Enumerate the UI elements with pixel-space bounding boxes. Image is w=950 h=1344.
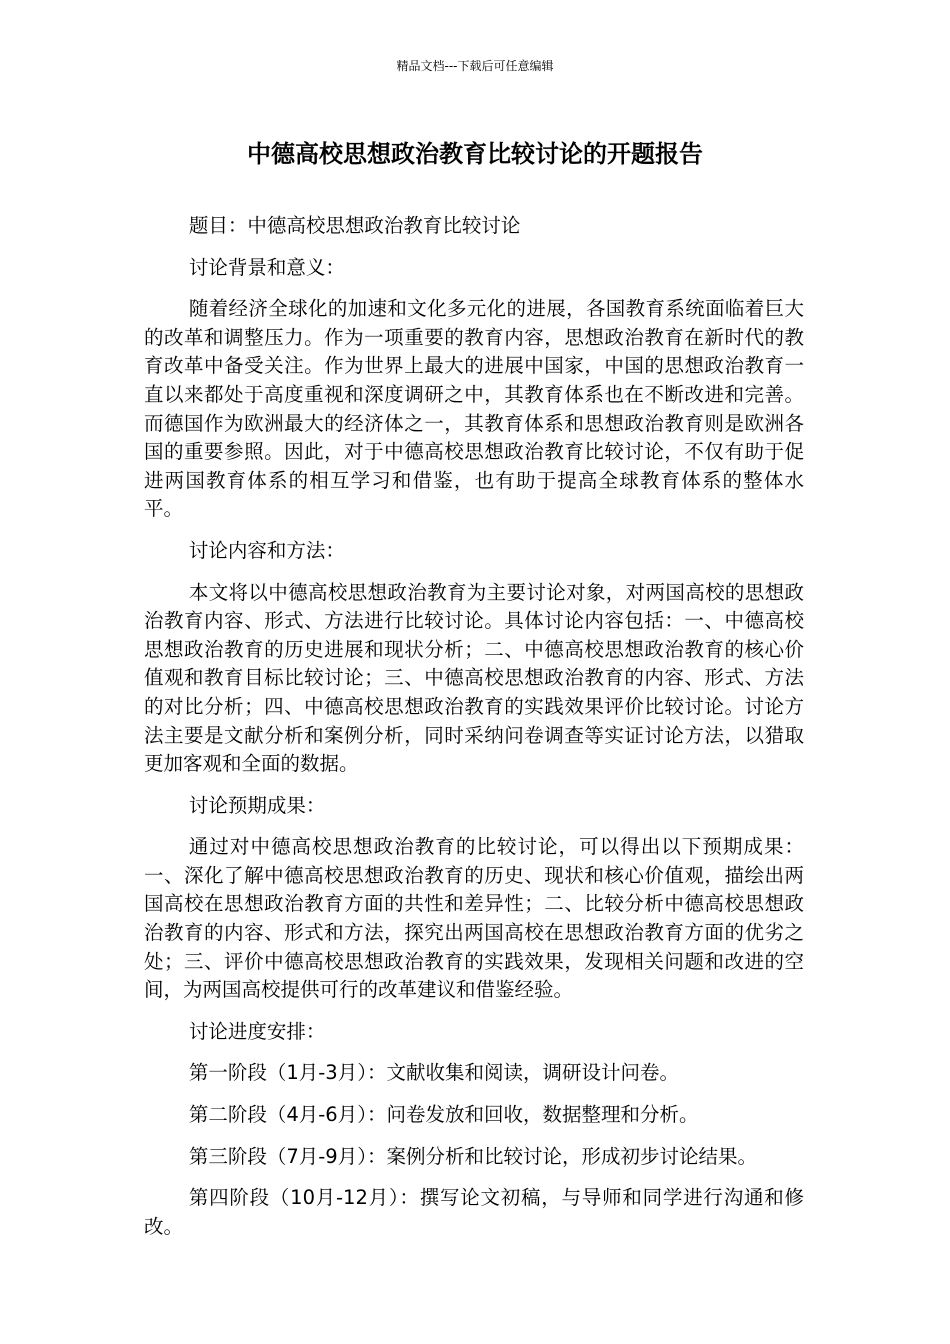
section-heading-expected-results: 讨论预期成果： <box>188 793 326 817</box>
section-heading-content-method: 讨论内容和方法： <box>188 538 345 562</box>
document-body <box>144 212 804 1254</box>
document-title: 中德高校思想政治教育比较讨论的开题报告 <box>247 140 703 168</box>
page-header-note: 精品文档---下载后可任意编辑 <box>396 59 554 73</box>
schedule-stage-3: 第三阶段（7月-9月）：案例分析和比较讨论，形成初步讨论结果。 <box>188 1144 757 1168</box>
background-paragraph: 随着经济全球化的加速和文化多元化的进展，各国教育系统面临着巨大的改革和调整压力。作为一项重要的教育内容，思想政治教育在新时代的教育改革中备受关注。作为世界上最大的进展中国家，中国的思想政治教育一直以来都处于高度重视和深度调研之中，其教育体系也在不断改进和完善。而德国作为欧洲最大的经济体之一，其教育体系和思想政治教育则是欧洲各国的重要参照。因此，对于中德高校思想政治教育比较讨论，不仅有助于促进两国教育体系的相互学习和借鉴，也有助于提高全球教育体系的整体水平。 <box>144 297 804 521</box>
section-heading-schedule: 讨论进度安排： <box>188 1019 326 1043</box>
schedule-stage-1: 第一阶段（1月-3月）：文献收集和阅读，调研设计问卷。 <box>188 1061 679 1085</box>
expected-results-paragraph: 通过对中德高校思想政治教育的比较讨论，可以得出以下预期成果：一、深化了解中德高校思想政治教育的历史、现状和核心价值观，描绘出两国高校在思想政治教育方面的共性和差异性；二、比较分析中德高校思想政治教育的内容、形式和方法，探究出两国高校在思想政治教育方面的优劣之处；三、评价中德高校思想政治教育的实践效果，发现相关问题和改进的空间，为两国高校提供可行的改革建议和借鉴经验。 <box>144 835 804 1002</box>
schedule-stage-4: 第四阶段（10月-12月）：撰写论文初稿，与导师和同学进行沟通和修改。 <box>144 1186 804 1238</box>
section-heading-background: 讨论背景和意义： <box>188 255 345 279</box>
schedule-stage-2: 第二阶段（4月-6月）：问卷发放和回收，数据整理和分析。 <box>188 1103 699 1127</box>
topic-line: 题目：中德高校思想政治教育比较讨论 <box>188 214 521 237</box>
content-method-paragraph: 本文将以中德高校思想政治教育为主要讨论对象，对两国高校的思想政治教育内容、形式、方法进行比较讨论。具体讨论内容包括：一、中德高校思想政治教育的历史进展和现状分析；二、中德高校思想政治教育的核心价值观和教育目标比较讨论；三、中德高校思想政治教育的内容、形式、方法的对比分析；四、中德高校思想政治教育的实践效果评价比较讨论。讨论方法主要是文献分析和案例分析，同时采纳问卷调查等实证讨论方法，以猎取更加客观和全面的数据。 <box>144 580 804 776</box>
